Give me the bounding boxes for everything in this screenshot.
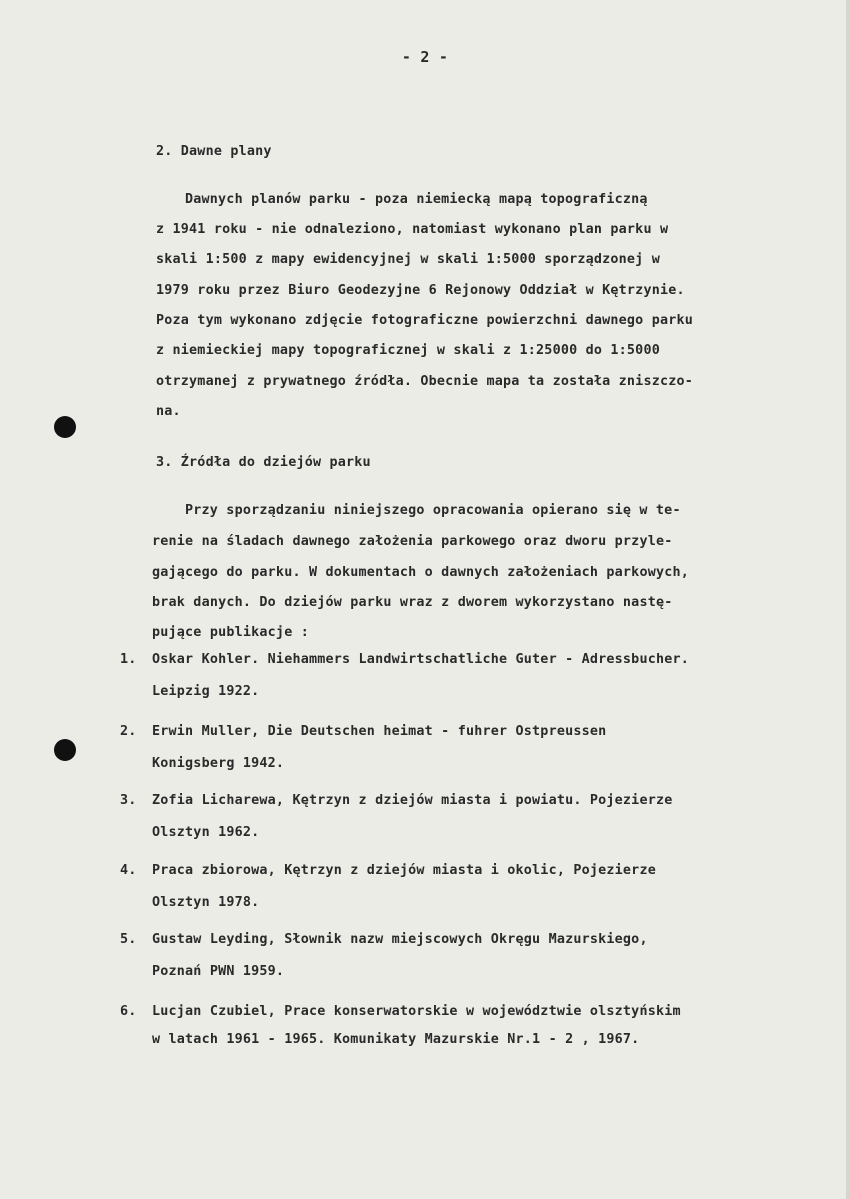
section-2-line: otrzymanej z prywatnego źródła. Obecnie mapa ta została zniszczo- (156, 374, 694, 389)
reference-line: Praca zbiorowa, Kętrzyn z dziejów miasta i okolic, Pojezierze (152, 863, 656, 878)
section-3-line: pujące publikacje : (152, 625, 309, 640)
reference-number: 5. (120, 932, 137, 947)
section-3-title: 3. Źródła do dziejów parku (156, 455, 371, 470)
reference-line: Olsztyn 1978. (152, 895, 260, 910)
section-2-title: 2. Dawne plany (156, 144, 272, 159)
section-3-line: renie na śladach dawnego założenia parkowego oraz dworu przyle- (152, 534, 673, 549)
reference-line: Leipzig 1922. (152, 684, 260, 699)
section-2-line: 1979 roku przez Biuro Geodezyjne 6 Rejonowy Oddział w Kętrzynie. (156, 283, 685, 298)
section-3-line: brak danych. Do dziejów parku wraz z dworem wykorzystano nastę- (152, 595, 673, 610)
section-2-line: Dawnych planów parku - poza niemiecką mapą topograficzną (185, 192, 648, 207)
reference-number: 6. (120, 1004, 137, 1019)
page-number: - 2 - (401, 48, 449, 66)
reference-line: Gustaw Leyding, Słownik nazw miejscowych Okręgu Mazurskiego, (152, 932, 648, 947)
punch-hole (54, 416, 76, 438)
section-2-line: z 1941 roku - nie odnaleziono, natomiast wykonano plan parku w (156, 222, 669, 237)
reference-line: Zofia Licharewa, Kętrzyn z dziejów miasta i powiatu. Pojezierze (152, 793, 673, 808)
punch-hole (54, 739, 76, 761)
reference-line: Olsztyn 1962. (152, 825, 260, 840)
reference-line: w latach 1961 - 1965. Komunikaty Mazurskie Nr.1 - 2 , 1967. (152, 1032, 640, 1047)
reference-line: Erwin Muller, Die Deutschen heimat - fuhrer Ostpreussen (152, 724, 607, 739)
section-2-line: z niemieckiej mapy topograficznej w skali z 1:25000 do 1:5000 (156, 343, 660, 358)
section-2-line: na. (156, 404, 181, 419)
section-3-line: gającego do parku. W dokumentach o dawnych założeniach parkowych, (152, 565, 690, 580)
page-edge (846, 0, 850, 1199)
reference-line: Oskar Kohler. Niehammers Landwirtschatliche Guter - Adressbucher. (152, 652, 690, 667)
reference-number: 1. (120, 652, 137, 667)
reference-number: 4. (120, 863, 137, 878)
reference-line: Konigsberg 1942. (152, 756, 285, 771)
section-3-line: Przy sporządzaniu niniejszego opracowania opierano się w te- (185, 503, 681, 518)
reference-number: 3. (120, 793, 137, 808)
section-2-line: Poza tym wykonano zdjęcie fotograficzne powierzchni dawnego parku (156, 313, 694, 328)
reference-line: Lucjan Czubiel, Prace konserwatorskie w województwie olsztyńskim (152, 1004, 681, 1019)
reference-line: Poznań PWN 1959. (152, 964, 285, 979)
reference-number: 2. (120, 724, 137, 739)
section-2-line: skali 1:500 z mapy ewidencyjnej w skali 1:5000 sporządzonej w (156, 252, 660, 267)
